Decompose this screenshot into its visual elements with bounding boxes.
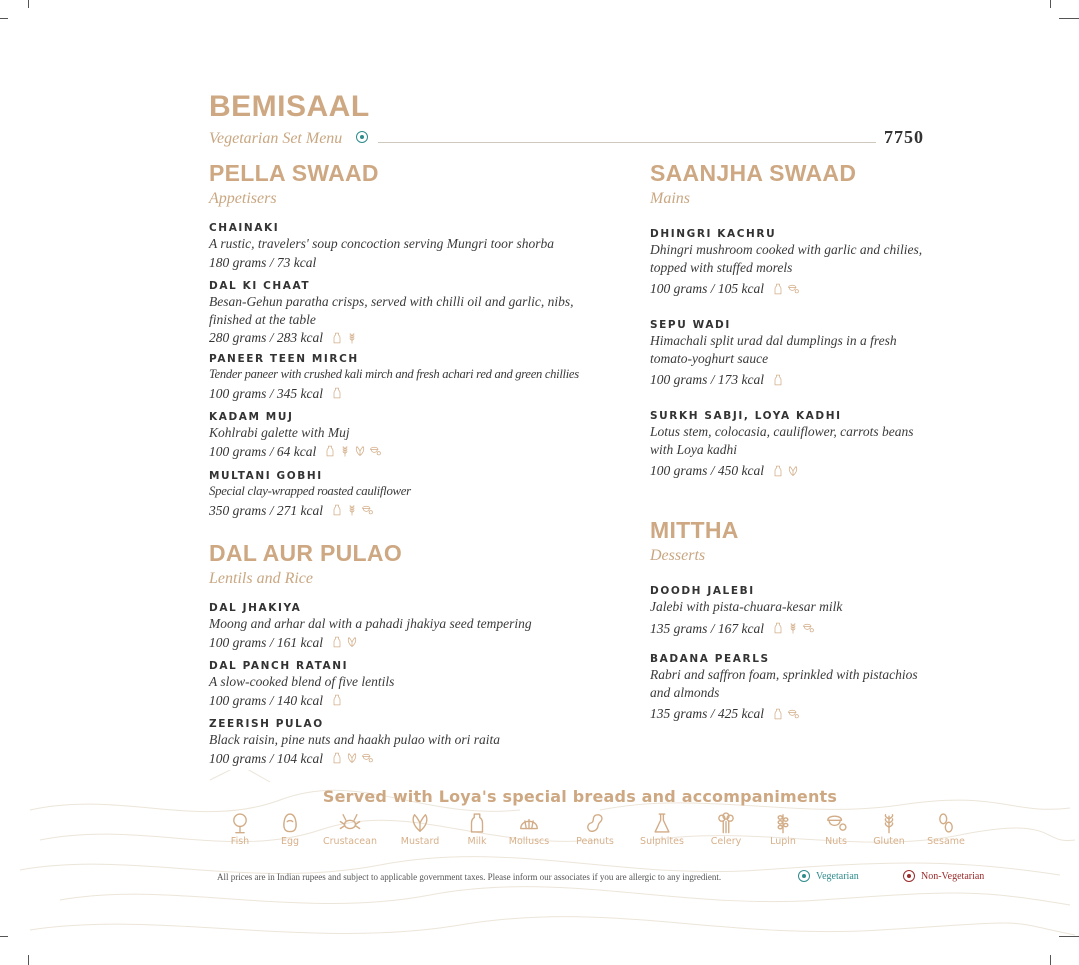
item-meta	[650, 370, 940, 389]
fish-icon	[229, 812, 251, 834]
non-vegetarian-icon	[903, 870, 915, 882]
milk-icon	[466, 812, 488, 834]
menu-item	[650, 227, 940, 298]
gluten-icon	[787, 621, 799, 635]
item-name: DAL PANCH RATANI	[209, 660, 349, 672]
menu-item	[209, 221, 609, 272]
crop-mark	[1059, 18, 1079, 19]
item-name: DAL KI CHAAT	[209, 280, 311, 292]
vegetarian-icon	[798, 870, 810, 882]
item-name: SEPU WADI	[650, 319, 731, 331]
menu-title: BEMISAAL	[209, 90, 370, 123]
item-meta	[209, 253, 609, 272]
item-description: Besan-Gehun paratha crisps, served with chilli oil and garlic, nibs, finished at the table	[209, 294, 574, 327]
gluten-icon	[346, 503, 358, 517]
gluten-icon	[339, 444, 351, 458]
item-meta	[650, 704, 940, 723]
item-portion: 280 grams / 283 kcal	[209, 330, 323, 345]
item-name: SURKH SABJI, LOYA KADHI	[650, 410, 842, 422]
crop-mark	[1050, 0, 1051, 8]
allergen-label: Sulphites	[640, 836, 684, 847]
item-description: A slow-cooked blend of five lentils	[209, 674, 395, 689]
nuts-icon	[825, 812, 847, 834]
item-portion: 180 grams / 73 kcal	[209, 254, 317, 270]
milk-icon	[772, 464, 784, 478]
menu-item	[209, 659, 609, 710]
allergen-crustacean	[310, 812, 390, 847]
item-portion: 100 grams / 140 kcal	[209, 692, 323, 708]
item-name: DAL JHAKIYA	[209, 602, 302, 614]
shell-icon	[518, 812, 540, 834]
menu-item	[650, 318, 940, 389]
menu-item	[209, 717, 609, 768]
item-portion: 135 grams / 425 kcal	[650, 706, 764, 721]
item-name: ZEERISH PULAO	[209, 718, 324, 730]
section-title: PELLA SWAAD	[209, 160, 379, 186]
allergen-label: Nuts	[825, 836, 847, 847]
allergen-label: Mustard	[400, 836, 440, 847]
section-title: DAL AUR PULAO	[209, 540, 403, 566]
item-meta	[209, 749, 609, 768]
item-portion: 135 grams / 167 kcal	[650, 620, 764, 636]
item-portion: 100 grams / 104 kcal	[209, 750, 323, 766]
mustard-icon	[354, 444, 366, 458]
allergen-label: Lupin	[770, 836, 796, 847]
item-portion: 100 grams / 105 kcal	[650, 281, 764, 296]
item-name: CHAINAKI	[209, 222, 280, 234]
item-description: Rabri and saffron foam, sprinkled with pistachios and almonds	[650, 667, 918, 700]
item-portion: 100 grams / 173 kcal	[650, 372, 764, 387]
menu-item	[650, 652, 940, 723]
crop-mark	[28, 0, 29, 8]
item-description: Dhingri mushroom cooked with garlic and chilies, topped with stuffed morels	[650, 242, 923, 275]
item-name: MULTANI GOBHI	[209, 470, 323, 482]
allergen-label: Egg	[280, 836, 300, 847]
mustard-icon	[409, 812, 431, 834]
item-meta	[209, 442, 609, 461]
item-meta	[209, 691, 609, 710]
item-name: DOODH JALEBI	[650, 585, 755, 597]
section-subtitle: Desserts	[650, 547, 706, 564]
nuts-icon	[361, 751, 373, 765]
nuts-icon	[361, 503, 373, 517]
section-subtitle: Appetisers	[209, 190, 277, 207]
item-meta	[650, 619, 940, 638]
legend-label: Non-Vegetarian	[921, 870, 985, 882]
allergen-label: Peanuts	[576, 836, 614, 847]
nuts-icon	[369, 444, 381, 458]
item-description: Moong and arhar dal with a pahadi jhakiya seed tempering	[209, 616, 532, 631]
crab-icon	[339, 812, 361, 834]
item-description: Tender paneer with crushed kali mirch and fresh achari red and green chillies	[209, 367, 579, 381]
milk-icon	[331, 693, 343, 707]
item-name: KADAM MUJ	[209, 411, 294, 423]
mustard-icon	[346, 751, 358, 765]
mustard-icon	[346, 635, 358, 649]
menu-item	[209, 279, 609, 347]
allergen-label: Celery	[710, 836, 742, 847]
item-meta	[209, 633, 609, 652]
gluten-icon	[346, 331, 358, 345]
milk-icon	[331, 635, 343, 649]
peanut-icon	[584, 812, 606, 834]
allergen-label: Fish	[230, 836, 250, 847]
nuts-icon	[802, 621, 814, 635]
milk-icon	[772, 707, 784, 721]
menu-item	[209, 469, 609, 520]
item-description: Black raisin, pine nuts and haakh pulao with ori raita	[209, 732, 500, 747]
divider	[378, 142, 876, 143]
sesame-icon	[935, 812, 957, 834]
allergen-label: Milk	[467, 836, 487, 847]
legend-non-vegetarian	[903, 870, 984, 882]
item-portion: 100 grams / 64 kcal	[209, 443, 317, 459]
menu-subtitle: Vegetarian Set Menu	[209, 130, 343, 147]
section-title: MITTHA	[650, 517, 739, 543]
item-name: BADANA PEARLS	[650, 653, 770, 665]
allergen-label: Crustacean	[323, 836, 377, 847]
mustard-icon	[787, 464, 799, 478]
allergen-label: Molluscs	[508, 836, 550, 847]
item-meta	[209, 328, 609, 347]
menu-item	[650, 584, 940, 638]
vegetarian-icon	[356, 131, 368, 143]
item-description: Jalebi with pista-chuara-kesar milk	[650, 599, 843, 614]
milk-icon	[331, 386, 343, 400]
item-name: PANEER TEEN MIRCH	[209, 353, 359, 365]
section-title: SAANJHA SWAAD	[650, 160, 857, 186]
price-note: All prices are in Indian rupees and subject to applicable government taxes. Please inform our associates if you are allergic to any ingredient.	[217, 872, 722, 882]
allergen-label: Sesame	[927, 836, 965, 847]
menu-item	[209, 352, 619, 403]
item-description: A rustic, travelers' soup concoction serving Mungri toor shorba	[209, 236, 554, 251]
celery-icon	[715, 812, 737, 834]
item-description: Kohlrabi galette with Muj	[209, 425, 350, 440]
item-description: Special clay-wrapped roasted cauliflower	[209, 484, 411, 498]
flask-icon	[651, 812, 673, 834]
milk-icon	[772, 282, 784, 296]
item-meta	[209, 501, 609, 520]
nuts-icon	[787, 282, 799, 296]
served-with-note: Served with Loya's special breads and accompaniments	[322, 787, 838, 806]
legend-vegetarian	[798, 870, 859, 882]
gluten-icon	[878, 812, 900, 834]
menu-price: 7750	[884, 127, 924, 147]
allergen-label: Gluten	[873, 836, 905, 847]
milk-icon	[331, 331, 343, 345]
menu-item	[209, 410, 609, 461]
legend-label: Vegetarian	[816, 870, 859, 882]
milk-icon	[331, 751, 343, 765]
item-portion: 100 grams / 345 kcal	[209, 385, 323, 401]
section-subtitle: Mains	[650, 190, 690, 207]
milk-icon	[324, 444, 336, 458]
crop-mark	[0, 18, 8, 19]
item-meta	[209, 384, 619, 403]
item-portion: 100 grams / 450 kcal	[650, 463, 764, 478]
item-description: Lotus stem, colocasia, cauliflower, carrots beans with Loya kadhi	[650, 424, 914, 457]
section-subtitle: Lentils and Rice	[209, 570, 313, 587]
menu-item	[650, 409, 940, 480]
item-name: DHINGRI KACHRU	[650, 228, 777, 240]
lupin-icon	[772, 812, 794, 834]
milk-icon	[772, 373, 784, 387]
item-portion: 100 grams / 161 kcal	[209, 634, 323, 650]
item-portion: 350 grams / 271 kcal	[209, 502, 323, 518]
item-meta	[650, 279, 940, 298]
nuts-icon	[787, 707, 799, 721]
item-description: Himachali split urad dal dumplings in a fresh tomato-yoghurt sauce	[650, 333, 897, 366]
item-meta	[650, 461, 940, 480]
milk-icon	[331, 503, 343, 517]
milk-icon	[772, 621, 784, 635]
allergen-sesame	[906, 812, 986, 847]
menu-item	[209, 601, 609, 652]
egg-icon	[279, 812, 301, 834]
